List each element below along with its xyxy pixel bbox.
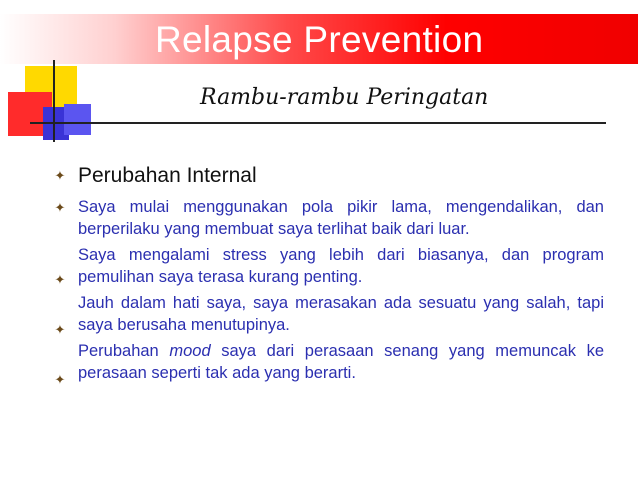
section-heading: Perubahan Internal	[78, 164, 257, 187]
bullet-list	[78, 196, 604, 384]
slide-title: Relapse Prevention	[155, 19, 484, 60]
list-item-text: Perubahan	[78, 342, 170, 360]
slide-subtitle: Rambu-rambu Peringatan	[200, 85, 489, 110]
emphasis-text: mood	[169, 342, 211, 360]
list-item	[78, 340, 604, 384]
list-item: Saya mulai menggunakan pola pikir lama, mengendalikan, dan berperilaku yang membuat saya terlihat baik dari luar.	[78, 198, 604, 238]
bullet-icon: ✦	[54, 322, 66, 337]
bullet-icon: ✦	[54, 168, 66, 183]
list-item: Jauh dalam hati saya, saya merasakan ada sesuatu yang salah, tapi saya berusaha menutupinya.	[78, 294, 604, 334]
decor-blue-square-right	[64, 104, 91, 135]
decor-vertical-line	[53, 60, 55, 142]
list-item: Saya mengalami stress yang lebih dari biasanya, dan program pemulihan saya terasa kurang penting.	[78, 246, 604, 286]
decor-horizontal-line	[30, 122, 606, 124]
bullet-icon: ✦	[54, 272, 66, 287]
list-item-text: saya dari perasaan senang yang memuncak ke perasaan seperti tak ada yang berarti.	[78, 342, 605, 382]
bullet-icon: ✦	[54, 372, 66, 387]
bullet-icon: ✦	[54, 200, 66, 215]
